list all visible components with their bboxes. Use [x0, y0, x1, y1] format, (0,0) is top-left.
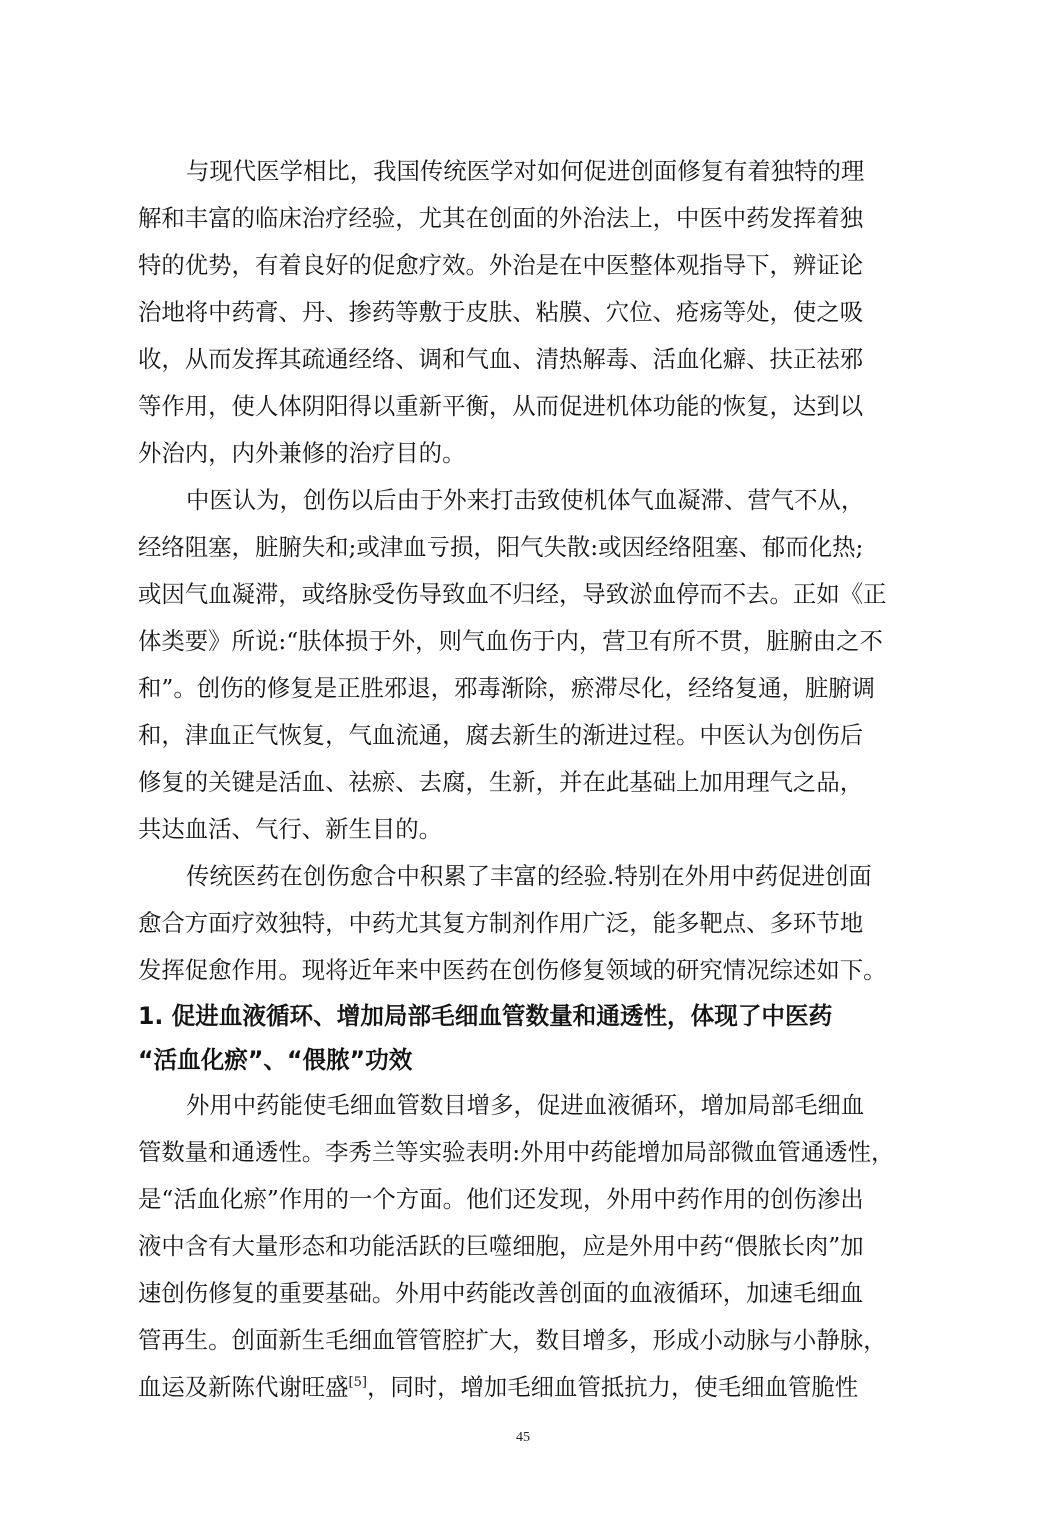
text-line: 外治内，内外兼修的治疗目的。: [138, 439, 466, 467]
citation-marker[interactable]: [5]: [348, 1375, 367, 1390]
text-line: 解和丰富的临床治疗经验，尤其在创面的外治法上，中医中药发挥着独: [138, 204, 864, 232]
text-line: 治地将中药膏、丹、掺药等敷于皮肤、粘膜、穴位、疮疡等处，使之吸: [138, 298, 864, 326]
text-line: 中医认为，创伤以后由于外来打击致使机体气血凝滞、营气不从，: [186, 486, 865, 514]
text-line: 管数量和通透性。李秀兰等实验表明:外用中药能增加局部微血管通透性，: [138, 1138, 895, 1166]
text-line: 液中含有大量形态和功能活跃的巨噬细胞，应是外用中药“偎脓长肉”加: [138, 1232, 864, 1260]
text-line: 速创伤修复的重要基础。外用中药能改善创面的血液循环，加速毛细血: [138, 1279, 864, 1307]
paragraph-3: [138, 853, 930, 994]
paragraph-2: [138, 477, 930, 853]
text-fragment: ，同时，增加毛细血管抵抗力，使毛细血管脆性: [366, 1373, 859, 1401]
text-line: 传统医药在创伤愈合中积累了丰富的经验.特别在外用中药促进创面: [186, 862, 872, 890]
text-line: 等作用，使人体阴阳得以重新平衡，从而促进机体功能的恢复，达到以: [138, 392, 864, 420]
heading-line: “活血化瘀”、“偎脓”功效: [138, 1046, 413, 1074]
text-line: 体类要》所说:“肤体损于外，则气血伤于内，营卫有所不贯，脏腑由之不: [138, 627, 883, 655]
section-heading-1: [138, 994, 930, 1082]
text-line: 和，津血正气恢复，气血流通，腐去新生的渐进过程。中医认为创伤后: [138, 721, 864, 749]
text-line: 共达血活、气行、新生目的。: [138, 815, 443, 843]
heading-line: 1. 促进血液循环、增加局部毛细血管数量和通透性，体现了中医药: [138, 1002, 833, 1030]
text-line: 和”。创伤的修复是正胜邪退，邪毒渐除，瘀滞尽化，经络复通，脏腑调: [138, 674, 876, 702]
text-line-with-citation: [138, 1364, 930, 1411]
page-number: 45: [516, 1430, 530, 1445]
text-line: 管再生。创面新生毛细血管管腔扩大，数目增多，形成小动脉与小静脉，: [138, 1326, 887, 1354]
paragraph-4: [138, 1082, 930, 1411]
text-line: 修复的关键是活血、祛瘀、去腐，生新，并在此基础上加用理气之品，: [138, 768, 864, 796]
paragraph-1: [138, 148, 930, 477]
text-line: 是“活血化瘀”作用的一个方面。他们还发现，外用中药作用的创伤渗出: [138, 1185, 864, 1213]
text-line: 经络阻塞，脏腑失和;或津血亏损，阳气失散:或因经络阻塞、郁而化热;: [138, 533, 864, 561]
text-line: 外用中药能使毛细血管数目增多，促进血液循环，增加局部毛细血: [186, 1091, 865, 1119]
text-line: 特的优势，有着良好的促愈疗效。外治是在中医整体观指导下，辨证论: [138, 251, 864, 279]
text-line: 愈合方面疗效独特，中药尤其复方制剂作用广泛，能多靶点、多环节地: [138, 909, 864, 937]
text-fragment: 血运及新陈代谢旺盛: [138, 1373, 349, 1401]
text-line: 与现代医学相比，我国传统医学对如何促进创面修复有着独特的理: [186, 157, 865, 185]
body-text: [138, 148, 930, 1411]
text-line: 或因气血凝滞，或络脉受伤导致血不归经，导致淤血停而不去。正如《正: [138, 580, 887, 608]
text-line: 发挥促愈作用。现将近年来中医药在创伤修复领域的研究情况综述如下。: [138, 956, 887, 984]
text-line: 收，从而发挥其疏通经络、调和气血、清热解毒、活血化癖、扶正祛邪: [138, 345, 864, 373]
